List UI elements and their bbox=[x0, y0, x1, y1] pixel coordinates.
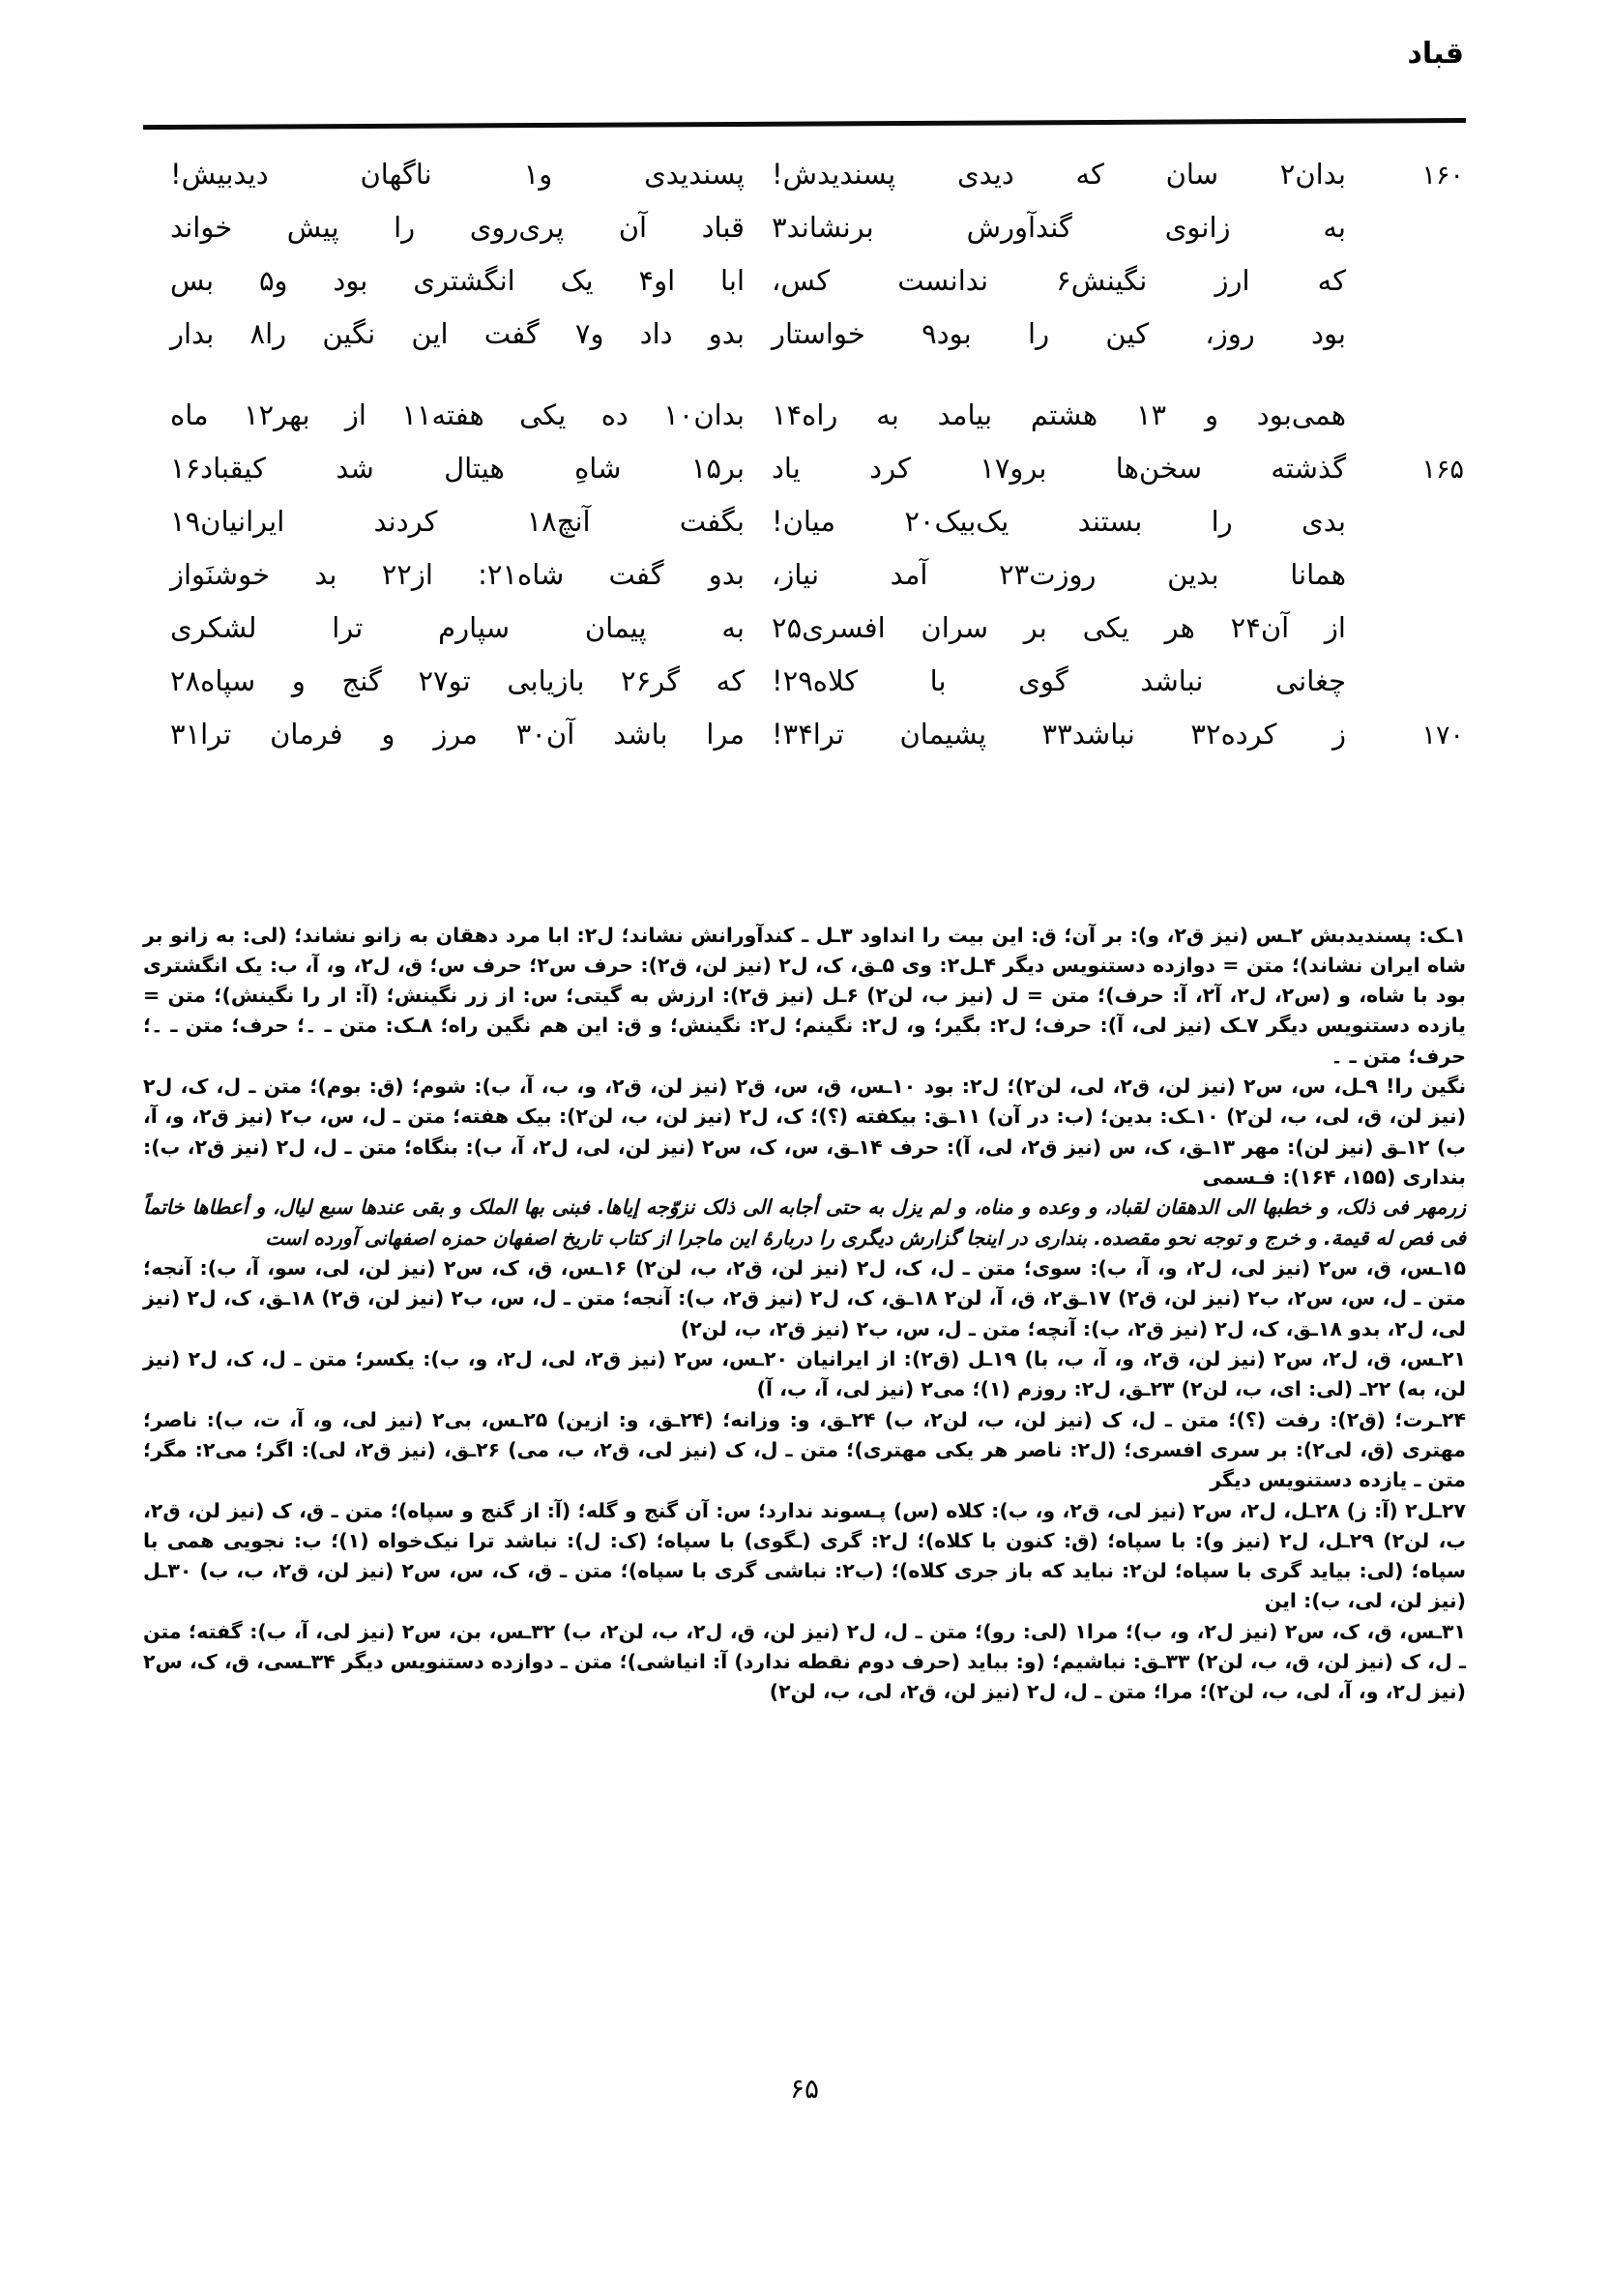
apparatus-paragraph: ۱ـک: پسندیدبش ۲ـس (نیز ق۲، و): بر آن؛ ق: این بیت را انداود ۳ـل ـ کندآورانش نشاند؛ ل۲: ابا مرد دهقان به زانو نشاند؛ (لی: به زانو بر شاه ایران نشاند)؛ متن = دوازده دستنویس دیگر ۴ـل۲: وی ۵ـق، ک، ل۲ (نیز لن، ق۲): حرف س۲؛ حرف س؛ ق، ل۲، و، آ، ب: یک انگشتری بود با شاه، و (س۲، ل۲، آ۲، آ: حرف)؛ متن = ل (نیز ب، لن۲) ۶ـل (نیز ق۲): ارزش به گیتی؛ س: از زر نگینش؛ (آ: ار را نگینش)؛ متن = یازده دستنویس دیگر ۷ـک (نیز لی، آ): حرف؛ ل۲: بگیر؛ و، ل۲: نگینم؛ ل۲: نگینش؛ و ق: این هم نگین راه؛ ۸ـک: متن ـ ۔؛ حرف؛ متن ـ ۔؛ حرف؛ متن ـ ۔ bbox=[143, 924, 1467, 1068]
hemistich-second: ز کرده۳۲ نباشد۳۳ پشیمان ترا۳۴! bbox=[772, 718, 1346, 751]
critical-apparatus bbox=[143, 921, 1466, 1708]
couplet bbox=[145, 662, 1464, 706]
line-number bbox=[1389, 529, 1464, 531]
hemistich-second: چغانی نباشد گوی با کلاه۲۹! bbox=[772, 664, 1346, 697]
running-head: قباد bbox=[1407, 37, 1464, 71]
apparatus-paragraph: ۲۷ـل۲ (آ: ز) ۲۸ـل، ل۲، س۲ (نیز لی، ق۲، و، ب): کلاه (س) پـسوند ندارد؛ س: آن گنج و گله؛ (آ: از گنج و سپاه)؛ متن ـ ق، ک (نیز لن، ق۲، ب، لن۲) ۲۹ـل، ل۲ (نیز و): با سپاه؛ (ق: کنون با کلاه)؛ ل۲: گری (ـگوی) با سپاه؛ (ک: ل): نباشد ترا نیک‌خواه (۱)؛ ب: نجویی همی با سپاه؛ (لی: بیاید گری با سپاه؛ لن۲: نباید که باز جری کلاه)؛ (ب۲: نباشی گری با سپاه)؛ متن ـ ق، ک، س، س۲ (نیز لن، ق۲، ب، ب) ۳۰ـل (نیز لن، لی، ب): این bbox=[143, 1498, 1467, 1613]
hemistich-first: قباد آن پری‌روی را پیش خواند bbox=[170, 211, 745, 244]
hemistich-second: به زانوی گندآورش برنشاند۳ bbox=[772, 211, 1346, 244]
couplet bbox=[145, 608, 1464, 653]
line-number bbox=[1389, 423, 1464, 425]
line-number bbox=[1389, 635, 1464, 637]
couplet bbox=[145, 396, 1464, 440]
apparatus-paragraph: نگین را! ۹ـل، س، س۲ (نیز لن، ق۲، لی، لن۲)؛ ل۲: بود ۱۰ـس، ق، س، ق۲ (نیز لن، ق۲، و، ب، آ، ب): شوم؛ (ق: بوم)؛ متن ـ ل، ک، ل۲ (نیز لن، ق، لی، ب، لن۲) ۱۰ـک: بدین؛ (ب: در آن) ۱۱ـق: بیکفته (؟)؛ ک، ل۲ (نیز لن، ب، لن۲): بیک هفته؛ متن ـ ل، س، ب۲ (نیز ق۲، و، آ، ب) ۱۲ـق (نیز لن): مهر ۱۳ـق، ک، س (نیز ق۲، لی، آ): حرف ۱۴ـق، س، ک، س۲ (نیز لن، لی، ل۲، آ، ب): بنگاه؛ متن ـ ل، ل۲ (نیز ق۲، ب): بنداری (۱۵۵، ۱۶۴): فـسمی bbox=[143, 1074, 1467, 1189]
hemistich-first: بگفت آنچ۱۸ کردند ایرانیان۱۹ bbox=[170, 505, 745, 538]
line-number bbox=[1389, 582, 1464, 584]
apparatus-paragraph: ۲۴ـرت؛ (ق۲): رفت (؟)؛ متن ـ ل، ک (نیز لن، ب، لن۲، ب) ۲۴ـق، و: وزانه؛ (۲۴ـق، و: ازین) ۲۵ـس، بی۲ (نیز لی، و، آ، ت، ب): ناصر؛ مهتری (ق، لی۲): بر سری افسری؛ (ل۲: ناصر هر یکی مهتری)؛ متن ـ ل، ک (نیز لی، ق۲، ب، می) ۲۶ـق، (نیز ق۲، لی): اگر؛ می۲: مگر؛ متن ـ یازده دستنویس دیگر bbox=[143, 1408, 1466, 1492]
couplet bbox=[145, 155, 1464, 199]
line-number bbox=[1389, 689, 1464, 691]
hemistich-second: گذشته سخن‌ها برو۱۷ کرد یاد bbox=[772, 452, 1346, 485]
hemistich-first: ابا او۴ یک انگشتری بود و۵ بس bbox=[170, 264, 746, 297]
hemistich-first: مرا باشد آن۳۰ مرز و فرمان ترا۳۱ bbox=[170, 718, 745, 751]
apparatus-arabic-quotation: زرمهر فی ذلک، و خطبها الی الدهقان لقباد، و وعده و مناه، و لم یزل به حتی أجابه الی ذلک نزوّجه إیاها. فبنی بها الملک و بقی عندها سبع لیال، و أعطاها خاتماً فی فص له قیمة. و خرج و توجه نحو مقصده. بنداری در اینجا گزارش دیگری را دربارهٔ این ماجرا از کتاب تاریخ اصفهان حمزه اصفهانی آورده است bbox=[143, 1195, 1466, 1250]
hemistich-first: بدان۱۰ ده یکی هفته۱۱ از بهر۱۲ ماه bbox=[170, 398, 745, 431]
verse-area bbox=[145, 155, 1464, 796]
line-number bbox=[1389, 341, 1464, 343]
couplet bbox=[145, 502, 1464, 546]
hemistich-first: که گر۲۶ بازیابی تو۲۷ گنج و سپاه۲۸ bbox=[170, 664, 745, 697]
hemistich-second: بدان۲ سان که دیدی پسندیدش! bbox=[772, 158, 1346, 191]
line-number bbox=[1389, 235, 1464, 237]
page-number: ۶۵ bbox=[789, 2073, 820, 2105]
hemistich-second: همی‌بود و ۱۳ هشتم بیامد به راه۱۴ bbox=[772, 398, 1346, 431]
apparatus-paragraph: ۱۵ـس، ق، س۲ (نیز لی، ل۲، و، آ، ب): سوی؛ متن ـ ل، ک، ل۲ (نیز لن، ق۲، ب، لن۲) ۱۶ـس، ق، ک، س۲ (نیز لن، لی، سو، آ، ب): آنجه؛ متن ـ ل، س، س۲، ب۲ (نیز لن، ق۲) ۱۷ـق۲، ق، آ، لن۲ ۱۸ـق، ک، ل۲ (نیز ق۲، ب): آنجه؛ متن ـ ل، س، ب۲ (نیز لن، ق۲) ۱۸ـق، ک، ل۲ (نیز لی، ل۲، بدو ۱۸ـق، ک، ل۲ (نیز ق۲، ب): آنچه؛ متن ـ ل، س، ب۲ (نیز ق۲، ب، لن۲) bbox=[143, 1256, 1467, 1340]
couplet bbox=[145, 208, 1464, 252]
stanza bbox=[145, 155, 1464, 359]
line-number bbox=[1389, 288, 1464, 290]
line-number: ۱۶۵ bbox=[1421, 455, 1464, 485]
hemistich-first: بدو گفت شاه۲۱: از۲۲ بد خوشنَواز bbox=[170, 558, 745, 591]
apparatus-paragraph: ۲۱ـس، ق، ل۲، س۲ (نیز لن، ق۲، و، آ، ب، با) ۱۹ـل (ق۲): از ایرانیان ۲۰ـس، س۲ (نیز ق۲، لی، ل۲، و، ب): یکسر؛ متن ـ ل، ک، ل۲ (نیز لن، به) ۲۲ـ (لی: ای، ب، لن۲) ۲۳ـق، ل۲: روزم (۱)؛ می۲ (نیز لی، آ، ب، آ) bbox=[143, 1347, 1467, 1401]
hemistich-first: پسندیدی و۱ ناگهان دیدبیش! bbox=[170, 158, 745, 191]
header-rule bbox=[143, 118, 1466, 130]
couplet bbox=[145, 555, 1464, 600]
hemistich-second: بود روز، کین را بود۹ خواستار bbox=[772, 317, 1346, 350]
stanza bbox=[145, 396, 1464, 759]
hemistich-second: بدی را بستند یک‌بیک۲۰ میان! bbox=[772, 505, 1346, 538]
couplet bbox=[145, 261, 1464, 306]
hemistich-second: از آن۲۴ هر یکی بر سران افسری۲۵ bbox=[772, 611, 1346, 644]
hemistich-first: بدو داد و۷ گفت این نگین را۸ بدار bbox=[170, 317, 746, 350]
couplet bbox=[145, 314, 1464, 359]
hemistich-second: همانا بدین روزت۲۳ آمد نیاز، bbox=[772, 558, 1346, 591]
hemistich-first: بر۱۵ شاهِ هیتال شد کیقباد۱۶ bbox=[170, 452, 745, 485]
line-number: ۱۷۰ bbox=[1421, 721, 1464, 751]
hemistich-second: که ارز نگینش۶ ندانست کس، bbox=[772, 264, 1346, 297]
line-number: ۱۶۰ bbox=[1421, 161, 1464, 191]
couplet bbox=[145, 449, 1464, 493]
couplet bbox=[145, 715, 1464, 759]
apparatus-paragraph: ۳۱ـس، ق، ک، س۲ (نیز ل۲، و، ب)؛ مرا۱ (لی: رو)؛ متن ـ ل، ل۲ (نیز لن، ق، ل۲، ب، لن۲، ب) ۳۲ـس، بن، س۲ (نیز لی، آ، ب): گفته؛ متن ـ ل، ک (نیز لن، ق، ب، لن۲) ۳۳ـق: نباشیم؛ (و: بباید (حرف دوم نقطه ندارد) آ: انیاشی)؛ متن ـ دوازده دستنویس دیگر ۳۴ـسی، ق، ک، س۲ (نیز ل۲، و، آ، لی، ب، لن۲)؛ مرا؛ متن ـ ل، ل۲ (نیز لن، ق۲، لی، ب، لن۲) bbox=[143, 1620, 1466, 1704]
hemistich-first: به پیمان سپارم ترا لشکری bbox=[170, 611, 745, 644]
